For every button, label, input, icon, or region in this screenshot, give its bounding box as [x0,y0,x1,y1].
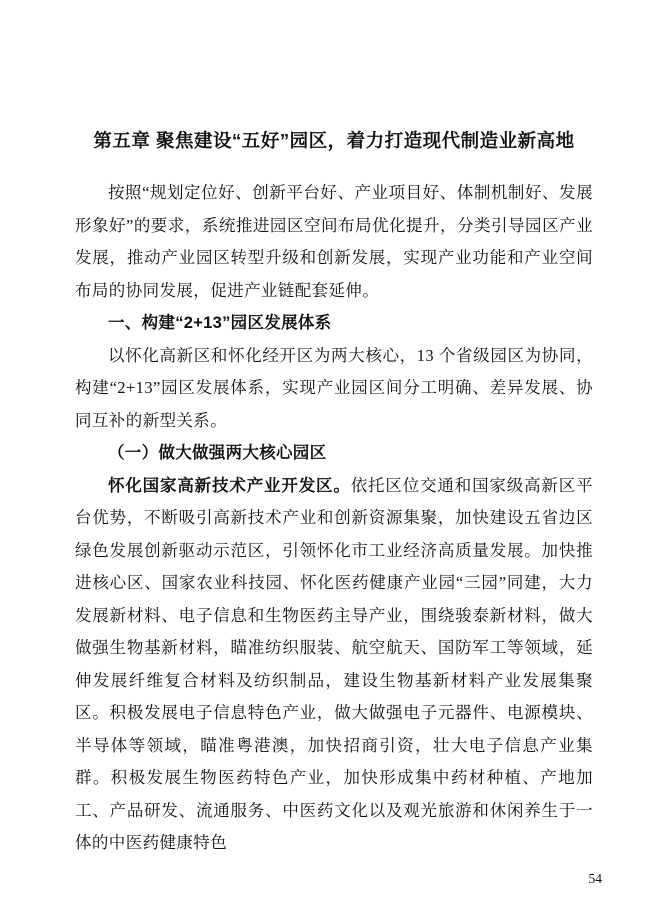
chapter-title: 第五章 聚焦建设“五好”园区，着力打造现代制造业新高地 [93,130,575,151]
page-number: 54 [588,871,602,886]
paragraph-section-1: 以怀化高新区和怀化经开区为两大核心，13 个省级园区为协同，构建“2+13”园区发展体系，实现产业园区间分工明确、差异发展、协同互补的新型关系。 [75,345,593,430]
subsection-heading-1: （一）做大做强两大核心园区 [108,444,327,462]
page-content [75,128,593,860]
body-text [75,177,593,860]
paragraph-intro: 按照“规划定位好、创新平台好、产业项目好、体制机制好、发展形象好”的要求，系统推进园区空间布局优化提升，分类引导园区产业发展，推动产业园区转型升级和创新发展，实现产业功能和产业空间布局的协同发展，促进产业链配套延伸。 [75,183,593,300]
paragraph-lead-bold: 怀化国家高新技术产业开发区。 [108,476,351,495]
section-heading-1: 一、构建“2+13”园区发展体系 [108,314,332,332]
paragraph-core-park-text: 依托区位交通和国家级高新区平台优势，不断吸引高新技术产业和创新资源集聚，加快建设五省边区绿色发展创新驱动示范区，引领怀化市工业经济高质量发展。加快推进核心区、国家农业科技园、怀化医药健康产业园“三园”同建，大力发展新材料、电子信息和生物医药主导产业，围绕骏泰新材料，做大做强生物基新材料，瞄准纺织服装、航空航天、国防军工等领域，延伸发展纤维复合材料及纺织制品，建设生物基新材料产业发展集聚区。积极发展电子信息特色产业，做大做强电子元器件、电源模块、半导体等领域，瞄准粤港澳，加快招商引资，壮大电子信息产业集群。积极发展生物医药特色产业，加快形成集中药材种植、产地加工、产品研发、流通服务、中医药文化以及观光旅游和休闲养生于一体的中医药健康特色 [75,475,593,852]
paragraph-core-park [75,470,593,860]
